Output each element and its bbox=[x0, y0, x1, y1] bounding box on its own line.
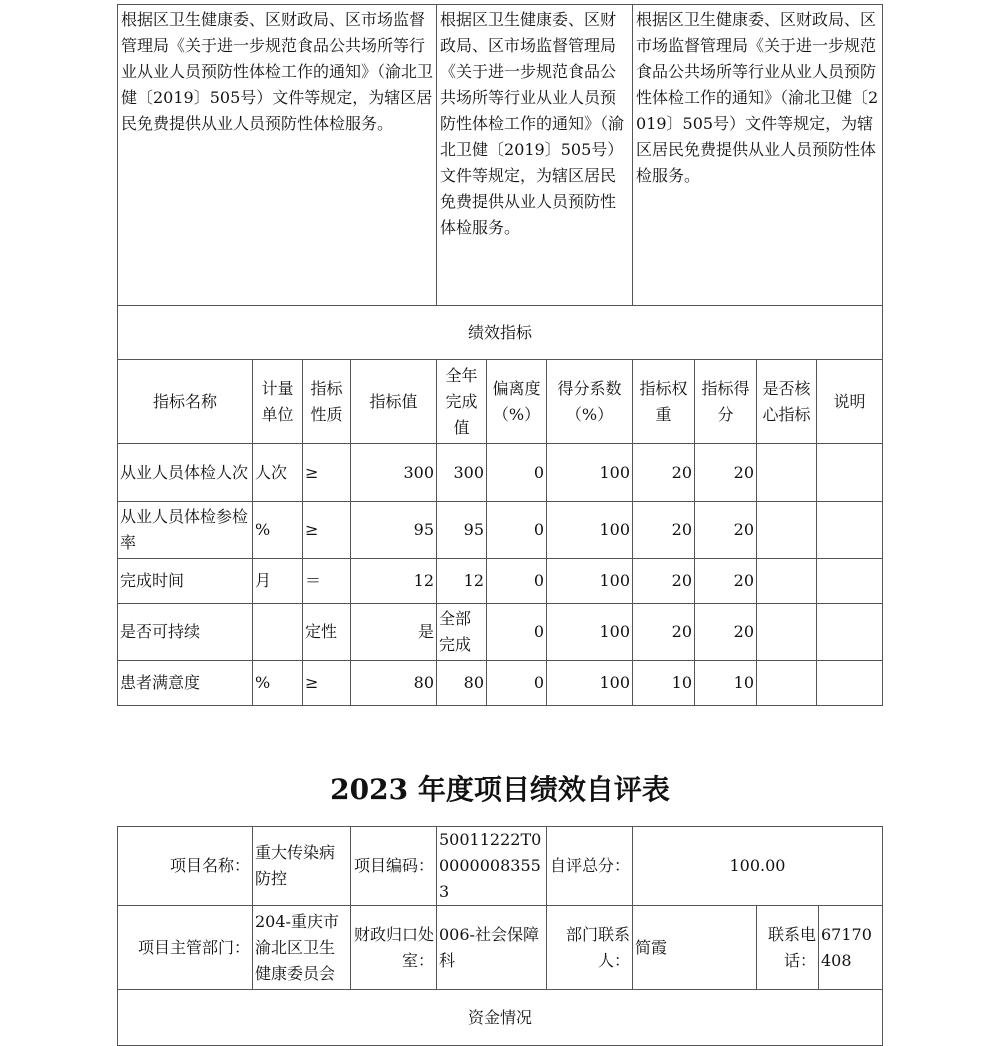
header-cell: 是否核心指标 bbox=[757, 360, 817, 444]
indicator-name: 从业人员体检参检率 bbox=[118, 502, 253, 559]
note-cell bbox=[817, 604, 883, 661]
nature-cell: ≥ bbox=[303, 444, 351, 502]
target-cell: 95 bbox=[351, 502, 437, 559]
project-name-value: 重大传染病防控 bbox=[253, 827, 351, 906]
weight-cell: 20 bbox=[633, 444, 695, 502]
nature-cell: ＝ bbox=[303, 559, 351, 604]
basis-text-2: 根据区卫生健康委、区财政局、区市场监督管理局《关于进一步规范食品公共场所等行业从业人员预防性体检工作的通知》（渝北卫健〔2019〕505号）文件等规定，为辖区居民免费提供从业人员预防性体检服务。 bbox=[437, 5, 633, 306]
unit-cell: 人次 bbox=[253, 444, 303, 502]
core-cell bbox=[757, 559, 817, 604]
header-cell: 得分系数（%） bbox=[547, 360, 633, 444]
office-value: 006-社会保障科 bbox=[437, 906, 547, 990]
weight-cell: 20 bbox=[633, 559, 695, 604]
score-cell: 20 bbox=[695, 444, 757, 502]
deviation-cell: 0 bbox=[487, 661, 547, 706]
project-code-label: 项目编码： bbox=[351, 827, 437, 906]
core-cell bbox=[757, 502, 817, 559]
header-cell: 指标权重 bbox=[633, 360, 695, 444]
coefficient-cell: 100 bbox=[547, 559, 633, 604]
contact-label: 部门联系人： bbox=[547, 906, 633, 990]
header-cell: 偏离度（%） bbox=[487, 360, 547, 444]
weight-cell: 20 bbox=[633, 604, 695, 661]
table-row bbox=[118, 559, 883, 604]
header-cell: 指标得分 bbox=[695, 360, 757, 444]
score-cell: 20 bbox=[695, 604, 757, 661]
self-evaluation-table bbox=[117, 826, 883, 1046]
department-row bbox=[118, 906, 883, 990]
indicator-name: 从业人员体检人次 bbox=[118, 444, 253, 502]
project-code-value: 50011222T000000083553 bbox=[437, 827, 547, 906]
coefficient-cell: 100 bbox=[547, 661, 633, 706]
note-cell bbox=[817, 444, 883, 502]
deviation-cell: 0 bbox=[487, 604, 547, 661]
phone-value: 67170408 bbox=[819, 906, 883, 990]
core-cell bbox=[757, 444, 817, 502]
project-name-label: 项目名称： bbox=[118, 827, 253, 906]
score-cell: 20 bbox=[695, 559, 757, 604]
table-row bbox=[118, 604, 883, 661]
phone-label: 联系电话： bbox=[757, 906, 819, 990]
section-title: 绩效指标 bbox=[118, 306, 883, 360]
project-info-row bbox=[118, 827, 883, 906]
unit-cell bbox=[253, 604, 303, 661]
score-value: 100.00 bbox=[633, 827, 883, 906]
funds-title-row bbox=[118, 990, 883, 1046]
score-label: 自评总分： bbox=[547, 827, 633, 906]
nature-cell: ≥ bbox=[303, 502, 351, 559]
header-cell: 全年完成值 bbox=[437, 360, 487, 444]
office-label: 财政归口处室： bbox=[351, 906, 437, 990]
deviation-cell: 0 bbox=[487, 502, 547, 559]
weight-cell: 10 bbox=[633, 661, 695, 706]
core-cell bbox=[757, 661, 817, 706]
score-cell: 20 bbox=[695, 502, 757, 559]
coefficient-cell: 100 bbox=[547, 444, 633, 502]
dept-label: 项目主管部门： bbox=[118, 906, 253, 990]
core-cell bbox=[757, 604, 817, 661]
header-cell: 说明 bbox=[817, 360, 883, 444]
actual-cell: 300 bbox=[437, 444, 487, 502]
header-cell: 计量单位 bbox=[253, 360, 303, 444]
nature-cell: ≥ bbox=[303, 661, 351, 706]
contact-value: 简霞 bbox=[633, 906, 757, 990]
header-cell: 指标名称 bbox=[118, 360, 253, 444]
actual-cell: 全部完成 bbox=[437, 604, 487, 661]
header-cell: 指标性质 bbox=[303, 360, 351, 444]
unit-cell: % bbox=[253, 502, 303, 559]
indicator-name: 是否可持续 bbox=[118, 604, 253, 661]
note-cell bbox=[817, 661, 883, 706]
basis-text-1: 根据区卫生健康委、区财政局、区市场监督管理局《关于进一步规范食品公共场所等行业从业人员预防性体检工作的通知》（渝北卫健〔2019〕505号）文件等规定，为辖区居民免费提供从业人员预防性体检服务。 bbox=[118, 5, 437, 306]
header-cell: 指标值 bbox=[351, 360, 437, 444]
deviation-cell: 0 bbox=[487, 559, 547, 604]
target-cell: 12 bbox=[351, 559, 437, 604]
section-title-row bbox=[118, 306, 883, 360]
score-cell: 10 bbox=[695, 661, 757, 706]
basis-text-3: 根据区卫生健康委、区财政局、区市场监督管理局《关于进一步规范食品公共场所等行业从业人员预防性体检工作的通知》（渝北卫健〔2019〕505号）文件等规定，为辖区居民免费提供从业人员预防性体检服务。 bbox=[633, 5, 883, 306]
note-cell bbox=[817, 559, 883, 604]
note-cell bbox=[817, 502, 883, 559]
table-row bbox=[118, 661, 883, 706]
basis-row bbox=[118, 5, 883, 306]
target-cell: 300 bbox=[351, 444, 437, 502]
table-row bbox=[118, 502, 883, 559]
target-cell: 是 bbox=[351, 604, 437, 661]
unit-cell: % bbox=[253, 661, 303, 706]
coefficient-cell: 100 bbox=[547, 502, 633, 559]
target-cell: 80 bbox=[351, 661, 437, 706]
nature-cell: 定性 bbox=[303, 604, 351, 661]
actual-cell: 12 bbox=[437, 559, 487, 604]
actual-cell: 95 bbox=[437, 502, 487, 559]
funds-title: 资金情况 bbox=[118, 990, 883, 1046]
unit-cell: 月 bbox=[253, 559, 303, 604]
table-row bbox=[118, 444, 883, 502]
header-row bbox=[118, 360, 883, 444]
actual-cell: 80 bbox=[437, 661, 487, 706]
performance-table bbox=[117, 4, 883, 706]
coefficient-cell: 100 bbox=[547, 604, 633, 661]
page-title: 2023 年度项目绩效自评表 bbox=[330, 773, 670, 806]
dept-value: 204-重庆市渝北区卫生健康委员会 bbox=[253, 906, 351, 990]
deviation-cell: 0 bbox=[487, 444, 547, 502]
indicator-name: 完成时间 bbox=[118, 559, 253, 604]
weight-cell: 20 bbox=[633, 502, 695, 559]
indicator-name: 患者满意度 bbox=[118, 661, 253, 706]
